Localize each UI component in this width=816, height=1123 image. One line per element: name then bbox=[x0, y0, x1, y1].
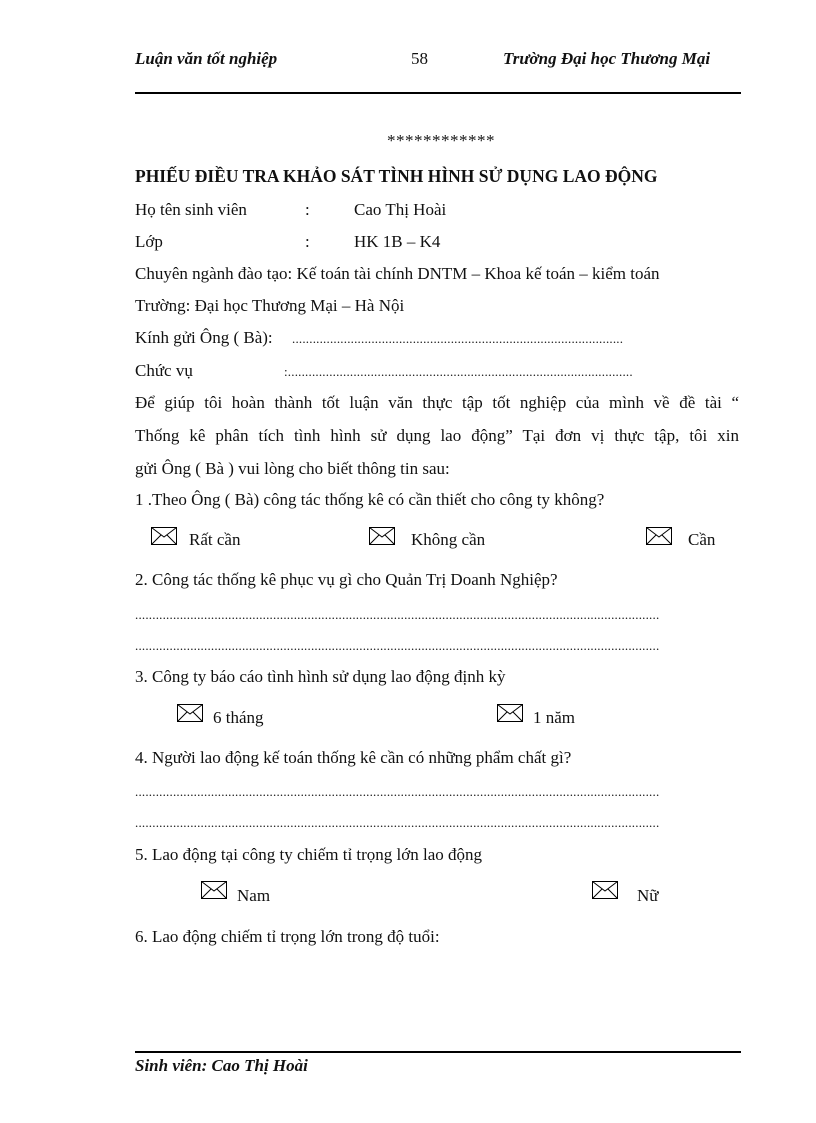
recipient-dots: ................................................................................................ bbox=[292, 331, 624, 346]
name-value: Cao Thị Hoài bbox=[354, 200, 447, 219]
answer-2-line-2[interactable]: ........................................................................................................................................................ bbox=[135, 638, 660, 653]
footer-rule bbox=[135, 1051, 741, 1053]
answer-4-line-2[interactable]: ........................................................................................................................................................ bbox=[135, 815, 660, 830]
class-label: Lớp bbox=[135, 232, 163, 251]
question-6: 6. Lao động chiếm tỉ trọng lớn trong độ tuổi: bbox=[135, 927, 440, 946]
checkbox-6-thang[interactable] bbox=[177, 704, 203, 722]
question-4: 4. Người lao động kế toán thống kê cần có những phẩm chất gì? bbox=[135, 748, 572, 767]
intro-line-3: gửi Ông ( Bà ) vui lòng cho biết thông tin sau: bbox=[135, 459, 450, 478]
footer-student: Sinh viên: Cao Thị Hoài bbox=[135, 1056, 308, 1075]
page-number: 58 bbox=[411, 49, 428, 68]
major-line: Chuyên ngành đào tạo: Kế toán tài chính DNTM – Khoa kế toán – kiểm toán bbox=[135, 264, 660, 283]
header-thesis-label: Luận văn tốt nghiệp bbox=[135, 49, 278, 68]
question-1: 1 .Theo Ông ( Bà) công tác thống kê có cần thiết cho công ty không? bbox=[135, 490, 605, 509]
option-1-nam: 1 năm bbox=[533, 708, 576, 727]
option-6-thang: 6 tháng bbox=[213, 708, 264, 727]
survey-title: PHIẾU ĐIỀU TRA KHẢO SÁT TÌNH HÌNH SỬ DỤNG LAO ĐỘNG bbox=[135, 166, 658, 186]
option-nu: Nữ bbox=[637, 886, 659, 905]
header-university-label: Trường Đại học Thương Mại bbox=[503, 49, 711, 68]
checkbox-1-nam[interactable] bbox=[497, 704, 523, 722]
position-dots: :.................................................................................................... bbox=[284, 364, 633, 379]
name-label: Họ tên sinh viên bbox=[135, 200, 247, 219]
class-colon: : bbox=[305, 232, 310, 251]
intro-line-1: Để giúp tôi hoàn thành tốt luận văn thực tập tốt nghiệp của mình về đề tài “ bbox=[135, 393, 739, 412]
separator-stars: ************ bbox=[387, 131, 495, 150]
checkbox-khong-can[interactable] bbox=[369, 527, 395, 545]
school-line: Trường: Đại học Thương Mại – Hà Nội bbox=[135, 296, 405, 315]
position-label: Chức vụ bbox=[135, 361, 193, 380]
checkbox-nu[interactable] bbox=[592, 881, 618, 899]
name-colon: : bbox=[305, 200, 310, 219]
checkbox-can[interactable] bbox=[646, 527, 672, 545]
option-khong-can: Không cần bbox=[411, 530, 486, 549]
class-value: HK 1B – K4 bbox=[354, 232, 441, 251]
answer-2-line-1[interactable]: ........................................................................................................................................................ bbox=[135, 607, 660, 622]
header-rule bbox=[135, 92, 741, 94]
option-can: Cần bbox=[688, 530, 716, 549]
question-5: 5. Lao động tại công ty chiếm tỉ trọng lớn lao động bbox=[135, 845, 483, 864]
question-3: 3. Công ty báo cáo tình hình sử dụng lao động định kỳ bbox=[135, 667, 506, 686]
checkbox-nam[interactable] bbox=[201, 881, 227, 899]
recipient-label: Kính gửi Ông ( Bà): bbox=[135, 328, 273, 347]
intro-line-2: Thống kê phân tích tình hình sử dụng lao động” Tại đơn vị thực tập, tôi xin bbox=[135, 426, 739, 445]
option-rat-can: Rất cần bbox=[189, 530, 241, 549]
option-nam: Nam bbox=[237, 886, 271, 905]
answer-4-line-1[interactable]: ........................................................................................................................................................ bbox=[135, 784, 660, 799]
checkbox-rat-can[interactable] bbox=[151, 527, 177, 545]
question-2: 2. Công tác thống kê phục vụ gì cho Quản Trị Doanh Nghiệp? bbox=[135, 570, 558, 589]
